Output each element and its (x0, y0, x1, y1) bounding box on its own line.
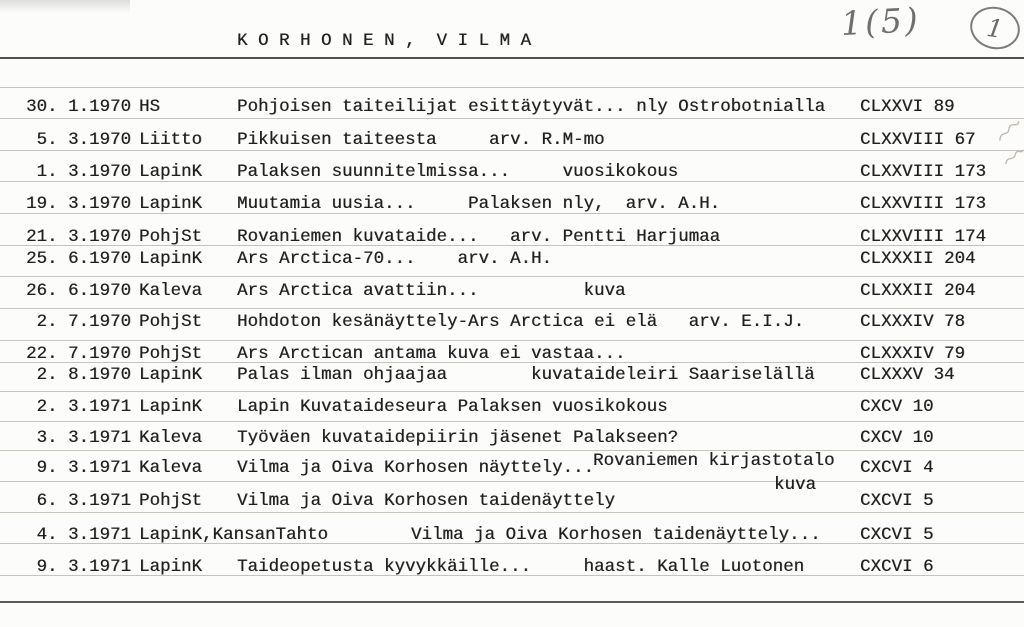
entry-source: LapinK (139, 397, 203, 417)
entry-row (0, 365, 1024, 385)
entry-title: Vilma ja Oiva Korhosen näyttely... (237, 458, 595, 478)
entry-row (0, 525, 1024, 545)
entry-date: 2. 3.1971 (26, 397, 132, 417)
entry-source: Kaleva (139, 458, 203, 478)
entry-source: Liitto (139, 130, 203, 150)
entry-source: PohjSt (139, 344, 203, 364)
entry-reference: CXCVI 4 (860, 458, 934, 478)
entry-reference: CLXXVIII 67 (860, 130, 976, 150)
entry-reference: CLXXVIII 173 (860, 194, 987, 214)
entry-date: 6. 3.1971 (26, 491, 132, 511)
entry-row (0, 397, 1024, 417)
entry-row (0, 312, 1024, 332)
entry-reference: CLXXXII 204 (860, 281, 976, 301)
entry-row (0, 557, 1024, 577)
entry-row (0, 227, 1024, 247)
circled-number-text: 1 (984, 12, 1006, 44)
entry-source: LapinK (139, 162, 203, 182)
entry-source: PohjSt (139, 491, 203, 511)
entry-date: 4. 3.1971 (26, 525, 132, 545)
entry-title: Palaksen suunnitelmissa... vuosikokous (237, 162, 679, 182)
entry-title: Palas ilman ohjaajaa kuvataideleiri Saariselällä (237, 365, 815, 385)
entry-row (0, 344, 1024, 364)
entry-title: Hohdoton kesänäyttely-Ars Arctica ei elä arv. E.I.J. (237, 312, 805, 332)
entry-title: Työväen kuvataidepiirin jäsenet Palakseen? (237, 428, 679, 448)
entry-row (0, 162, 1024, 182)
entry-reference: CXCV 10 (860, 397, 934, 417)
entry-date: 5. 3.1970 (26, 130, 132, 150)
entry-source: Kaleva (139, 428, 203, 448)
entry-row (0, 249, 1024, 269)
entry-title: Vilma ja Oiva Korhosen taidenäyttely... (411, 525, 821, 545)
entry-title: Taideopetusta kyvykkäille... haast. Kalle Luotonen (237, 557, 805, 577)
entry-date: 30. 1.1970 (26, 97, 132, 117)
entry-date: 19. 3.1970 (26, 194, 132, 214)
entry-source: LapinK,KansanTahto (139, 525, 329, 545)
entry-title: Vilma ja Oiva Korhosen taidenäyttely (237, 491, 616, 511)
entry-source: LapinK (139, 557, 203, 577)
entry-reference: CLXXXV 34 (860, 365, 955, 385)
entry-reference: CXCVI 5 (860, 525, 934, 545)
entry-date: 2. 7.1970 (26, 312, 132, 332)
entry-title: Pikkuisen taiteesta arv. R.M-mo (237, 130, 605, 150)
entry-source: LapinK (139, 365, 203, 385)
entry-annotation-line1: Rovaniemen kirjastotalo (593, 451, 835, 471)
entry-reference: CLXXXII 204 (860, 249, 976, 269)
entry-source: PohjSt (139, 312, 203, 332)
entry-source: PohjSt (139, 227, 203, 247)
page-title: K O R H O N E N , V I L M A (237, 31, 532, 51)
entry-row (0, 451, 1024, 495)
entry-date: 9. 3.1971 (26, 458, 132, 478)
entry-annotation-line2: kuva (774, 475, 817, 495)
entry-reference: CXCVI 6 (860, 557, 934, 577)
entry-date: 2. 8.1970 (26, 365, 132, 385)
entry-source: HS (139, 97, 161, 117)
entry-date: 26. 6.1970 (26, 281, 132, 301)
entry-date: 3. 3.1971 (26, 428, 132, 448)
entry-date: 9. 3.1971 (26, 557, 132, 577)
entry-reference: CLXXXIV 78 (860, 312, 966, 332)
entry-row (0, 97, 1024, 117)
entry-title: Pohjoisen taiteilijat esittäytyvät... nly Ostrobotnialla (237, 97, 826, 117)
entry-row (0, 194, 1024, 214)
entry-source: Kaleva (139, 281, 203, 301)
entry-reference: CLXXVIII 173 (860, 162, 987, 182)
entry-title: Muutamia uusia... Palaksen nly, arv. A.H. (237, 194, 721, 214)
entry-row (0, 491, 1024, 511)
entry-title: Ars Arctican antama kuva ei vastaa... (237, 344, 626, 364)
entry-title: Lapin Kuvataideseura Palaksen vuosikokous (237, 397, 668, 417)
entry-date: 21. 3.1970 (26, 227, 132, 247)
entry-reference: CLXXVI 89 (860, 97, 955, 117)
entry-source: LapinK (139, 249, 203, 269)
entry-date: 25. 6.1970 (26, 249, 132, 269)
entry-row (0, 281, 1024, 301)
entry-title: Ars Arctica avattiin... kuva (237, 281, 626, 301)
entry-row (0, 428, 1024, 448)
entry-reference: CLXXVIII 174 (860, 227, 987, 247)
entry-reference: CXCV 10 (860, 428, 934, 448)
entry-title: Rovaniemen kuvataide... arv. Pentti Harjumaa (237, 227, 721, 247)
entry-source: LapinK (139, 194, 203, 214)
entry-date: 1. 3.1970 (26, 162, 132, 182)
handwritten-page-note: 1(5) (840, 0, 922, 44)
entry-row (0, 130, 1024, 150)
entry-reference: CLXXXIV 79 (860, 344, 966, 364)
entry-reference: CXCVI 5 (860, 491, 934, 511)
bottom-rule (0, 601, 1024, 603)
entry-title: Ars Arctica-70... arv. A.H. (237, 249, 553, 269)
entry-date: 22. 7.1970 (26, 344, 132, 364)
